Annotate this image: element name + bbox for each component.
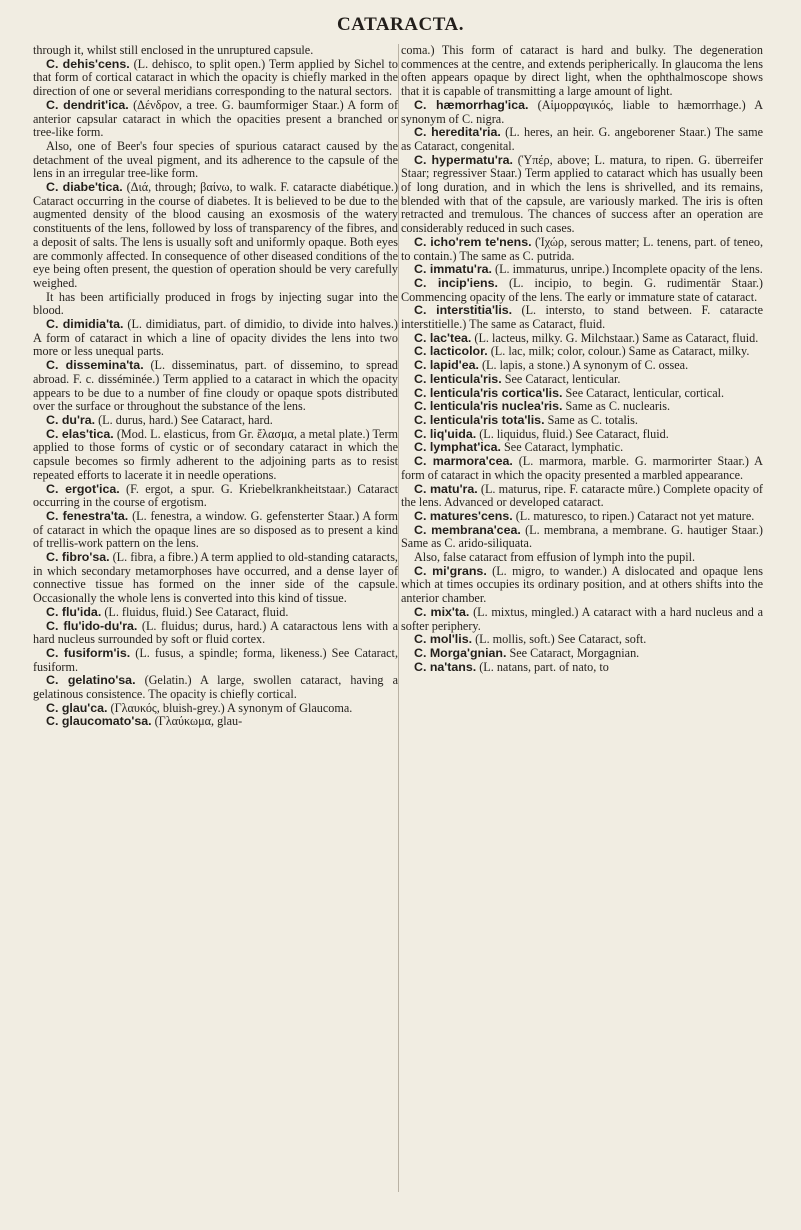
dictionary-entry — [401, 606, 763, 633]
dictionary-entry — [401, 565, 763, 606]
entry-definition: See Cataract, lenticular. — [501, 371, 621, 386]
entry-definition: (L. lapis, a stone.) A synonym of C. ossea. — [478, 358, 689, 373]
dictionary-entry — [33, 715, 398, 729]
entry-headword: C. heredita'ria. — [414, 125, 501, 140]
entry-headword: C. lac'tea. — [414, 330, 472, 345]
dictionary-entry — [33, 647, 398, 674]
dictionary-entry — [401, 359, 763, 373]
paragraph: It has been artificially produced in frogs by injecting sugar into the blood. — [33, 289, 398, 318]
dictionary-entry — [401, 661, 763, 675]
entry-headword: C. fenestra'ta. — [46, 508, 129, 523]
entry-headword: C. dehis'cens. — [46, 56, 130, 71]
dictionary-entry — [401, 483, 763, 510]
dictionary-entry — [401, 126, 763, 153]
entry-headword: C. glau'ca. — [46, 700, 108, 715]
entry-definition: Same as C. totalis. — [544, 412, 638, 427]
entry-definition: (L. disseminatus, part. of dissemino, to spread abroad. F. c. disséminée.) Term applied to a cataract in which the opacity appears to be due to a number of fine cloudy or opaque spots distributed over the surface or throughout the substance of the lens. — [33, 358, 398, 414]
dictionary-entry — [401, 99, 763, 126]
entry-headword: C. lymphat'ica. — [414, 440, 501, 455]
entry-headword: C. incip'iens. — [414, 275, 498, 290]
entry-definition: (L. fluidus, fluid.) See Cataract, fluid. — [101, 604, 289, 619]
entry-definition: (Αἱμορραγικός, liable to hæmorrhage.) A synonym of C. nigra. — [401, 97, 763, 126]
paragraph: Also, false cataract from effusion of lymph into the pupil. — [414, 550, 696, 565]
dictionary-entry — [401, 414, 763, 428]
entry-headword: C. diabe'tica. — [46, 180, 123, 195]
entry-definition: (L. incipio, to begin. G. rudimentär Staar.) Commencing opacity of the lens. The early or immature state of cataract. — [401, 275, 763, 304]
entry-headword: C. na'tans. — [414, 659, 477, 674]
paragraph: Also, one of Beer's four species of spurious cataract caused by the detachment of the uveal pigment, and its adherence to the capsule of the lens in an irregular tree-like form. — [33, 138, 398, 181]
entry-headword: C. gelatino'sa. — [46, 673, 136, 688]
entry-headword: C. elas'tica. — [46, 426, 114, 441]
entry-definition: (Ἰχώρ, serous matter; L. tenens, part. of teneo, to contain.) The same as C. putrida. — [401, 234, 764, 263]
dictionary-entry — [401, 441, 763, 455]
entry-definition: (L. natans, part. of nato, to — [476, 659, 609, 674]
dictionary-entry — [33, 702, 398, 716]
dictionary-entry — [401, 236, 763, 263]
right-column — [401, 44, 763, 674]
dictionary-entry — [401, 277, 763, 304]
dictionary-entry — [401, 455, 763, 482]
entry-headword: C. lacticolor. — [414, 344, 488, 359]
dictionary-entry — [401, 428, 763, 442]
entry-definition: Same as C. nuclearis. — [562, 399, 671, 414]
dictionary-entry — [33, 606, 398, 620]
entry-headword: C. matu'ra. — [414, 481, 478, 496]
dictionary-entry — [33, 551, 398, 606]
running-head: CATARACTA. — [337, 14, 464, 35]
dictionary-entry — [401, 304, 763, 331]
entry-headword: C. lenticula'ris tota'lis. — [414, 412, 545, 427]
dictionary-entry — [401, 647, 763, 661]
entry-definition: (Mod. L. elasticus, from Gr. ἔλασμα, a metal plate.) Term applied to those forms of cystic or of secondary cataract in which the capsule becomes so firmly adherent to the adjoining parts as to resist repeated efforts to lacerate it in needle operations. — [33, 426, 398, 482]
dictionary-entry — [401, 524, 763, 551]
entry-definition: (F. ergot, a spur. G. Kriebelkrankheitstaar.) Cataract occurring in the course of ergotism. — [33, 481, 398, 510]
dictionary-entry — [33, 181, 398, 291]
entry-headword: C. icho'rem te'nens. — [414, 234, 532, 249]
dictionary-entry — [33, 674, 398, 701]
dictionary-entry — [401, 154, 763, 236]
entry-definition: (L. dehisco, to split open.) Term applied by Sichel to that form of cortical cataract in which the opacity is chiefly marked in the direction of one or several meridians corresponding to the natural sectors. — [33, 56, 398, 99]
entry-headword: C. matures'cens. — [414, 508, 513, 523]
entry-headword: C. fibro'sa. — [46, 550, 110, 565]
dictionary-entry — [33, 359, 398, 414]
entry-headword: C. lenticula'ris cortica'lis. — [414, 385, 563, 400]
dictionary-entry — [33, 318, 398, 359]
entry-headword: C. glaucomato'sa. — [46, 714, 152, 729]
paragraph: through it, whilst still enclosed in the unruptured capsule. — [33, 43, 314, 57]
entry-definition: (L. maturesco, to ripen.) Cataract not yet mature. — [512, 508, 755, 523]
entry-definition: (L. fluidus; durus, hard.) A cataractous lens with a hard nucleus surrounded by soft or fluid cortex. — [33, 618, 398, 647]
entry-headword: C. liq'uida. — [414, 426, 477, 441]
entry-definition: (L. lacteus, milky. G. Milchstaar.) Same as Cataract, fluid. — [471, 330, 759, 345]
entry-headword: C. hæmorrhag'ica. — [414, 97, 529, 112]
entry-definition: (L. mixtus, mingled.) A cataract with a hard nucleus and a softer periphery. — [401, 604, 763, 633]
entry-definition: (L. dimidiatus, part. of dimidio, to divide into halves.) A form of cataract in which a line of opacity divides the lens into two more or less unequal parts. — [33, 317, 398, 359]
entry-headword: C. flu'ido-du'ra. — [46, 618, 138, 633]
entry-headword: C. interstitia'lis. — [414, 303, 513, 318]
entry-headword: C. marmora'cea. — [414, 454, 513, 469]
dictionary-entry — [33, 620, 398, 647]
entry-definition: (L. heres, an heir. G. angeborener Staar.) The same as Cataract, congenital. — [401, 125, 763, 153]
entry-headword: C. lenticula'ris nuclea'ris. — [414, 399, 563, 414]
dictionary-entry — [401, 345, 763, 359]
entry-definition: (L. marmora, marble. G. marmorirter Staar.) A form of cataract in which the opacity presented a marbled appearance. — [401, 454, 763, 482]
entry-headword: C. dissemina'ta. — [46, 358, 144, 373]
entry-definition: (L. migro, to wander.) A dislocated and opaque lens which at times occupies its ordinary position, and at others shifts into the anterior chamber. — [401, 563, 763, 606]
entry-definition: (L. membrana, a membrane. G. hautiger Staar.) Same as C. arido-siliquata. — [401, 522, 763, 551]
entry-headword: C. mi'grans. — [414, 563, 487, 578]
entry-headword: C. flu'ida. — [46, 604, 102, 619]
dictionary-entry — [401, 373, 763, 387]
entry-headword: C. fusiform'is. — [46, 645, 131, 660]
dictionary-entry — [401, 263, 763, 277]
entry-headword: C. du'ra. — [46, 412, 96, 427]
entry-definition: (Gelatin.) A large, swollen cataract, having a gelatinous consistence. The opacity is chiefly cortical. — [33, 673, 398, 702]
entry-definition: (L. fenestra, a window. G. gefensterter Staar.) A form of cataract in which the opaque lines are so disposed as to present a kind of trellis-work pattern on the lens. — [33, 508, 398, 551]
column-divider — [398, 44, 399, 1192]
dictionary-entry — [33, 483, 398, 510]
entry-headword: C. hypermatu'ra. — [414, 152, 513, 167]
entry-definition: See Cataract, lymphatic. — [500, 440, 624, 455]
dictionary-entry — [401, 633, 763, 647]
entry-headword: C. Morga'gnian. — [414, 645, 507, 660]
dictionary-entry — [401, 332, 763, 346]
entry-headword: C. dendrit'ica. — [46, 97, 129, 112]
entry-definition: See Cataract, Morgagnian. — [506, 645, 640, 660]
entry-definition: (L. immaturus, unripe.) Incomplete opacity of the lens. — [492, 262, 763, 277]
entry-definition: (Γλαύκωμα, glau- — [151, 714, 243, 729]
dictionary-entry — [401, 387, 763, 401]
entry-headword: C. immatu'ra. — [414, 262, 492, 277]
dictionary-entry — [33, 58, 398, 99]
entry-headword: C. mol'lis. — [414, 632, 473, 647]
entry-definition: (L. intersto, to stand between. F. cataracte interstitielle.) The same as Cataract, fluid. — [401, 303, 763, 332]
entry-headword: C. dimidia'ta. — [46, 317, 124, 332]
dictionary-entry — [33, 510, 398, 551]
dictionary-entry — [33, 99, 398, 140]
paragraph: coma.) This form of cataract is hard and bulky. The degeneration commences at the centre, and extends peripherically. In glaucoma the lens often appears opaque by direct light, when the ophthalmoscope shows that it is capable of transmitting a large amount of light. — [401, 43, 763, 99]
entry-headword: C. ergot'ica. — [46, 481, 120, 496]
entry-headword: C. membrana'cea. — [414, 522, 521, 537]
entry-headword: C. mix'ta. — [414, 604, 470, 619]
left-column — [33, 44, 398, 729]
dictionary-entry — [33, 428, 398, 483]
dictionary-entry — [401, 510, 763, 524]
entry-definition: (L. liquidus, fluid.) See Cataract, fluid. — [476, 426, 669, 441]
entry-definition: (Δένδρον, a tree. G. baumformiger Staar.) A form of anterior capsular cataract in which the opacities present a branched or tree-like form. — [33, 97, 398, 140]
dictionary-entry — [401, 400, 763, 414]
entry-definition: See Cataract, lenticular, cortical. — [562, 385, 725, 400]
entry-headword: C. lenticula'ris. — [414, 371, 502, 386]
entry-definition: (L. lac, milk; color, colour.) Same as Cataract, milky. — [487, 344, 750, 359]
entry-definition: (Διά, through; βαίνω, to walk. F. cataracte diabétique.) Cataract occurring in the course of diabetes. It is believed to be due to the augmented density of the blood causing an exosmosis of the watery constituents of the lens, followed by loss of transparency of the fibres, and a deposit of salts. The lens is usually soft and uniformly opaque. Both eyes are commonly affected. In consequence of other diseased conditions of the eye being often present, the question of operation should be very carefully weighed. — [33, 180, 399, 290]
entry-definition: (Γλαυκός, bluish-grey.) A synonym of Glaucoma. — [107, 700, 353, 715]
entry-definition: (L. mollis, soft.) See Cataract, soft. — [472, 632, 647, 647]
entry-definition: (L. fibra, a fibre.) A term applied to old-standing cataracts, in which secondary metamorphoses have occurred, and a dense layer of connective tissue has formed on the inner side of the capsule. Occasionally the whole lens is converted into this kind of tissue. — [33, 550, 398, 606]
entry-definition: (L. maturus, ripe. F. cataracte mûre.) Complete opacity of the lens. Advanced or developed cataract. — [401, 481, 763, 510]
entry-definition: (L. fusus, a spindle; forma, likeness.) See Cataract, fusiform. — [33, 645, 398, 674]
entry-definition: (Ὑπέρ, above; L. matura, to ripen. G. überreifer Staar; regressiver Staar.) Term applied to cataract which has usually been of long duration, and in which the lens is shrivelled, and its remains, blended with that of the capsule, are variously marked. The iris is often retracted and tremulous. The chances of success after an operation are considerably reduced in such cases. — [401, 152, 764, 236]
dictionary-entry — [33, 414, 398, 428]
entry-headword: C. lapid'ea. — [414, 358, 479, 373]
entry-definition: (L. durus, hard.) See Cataract, hard. — [95, 412, 273, 427]
